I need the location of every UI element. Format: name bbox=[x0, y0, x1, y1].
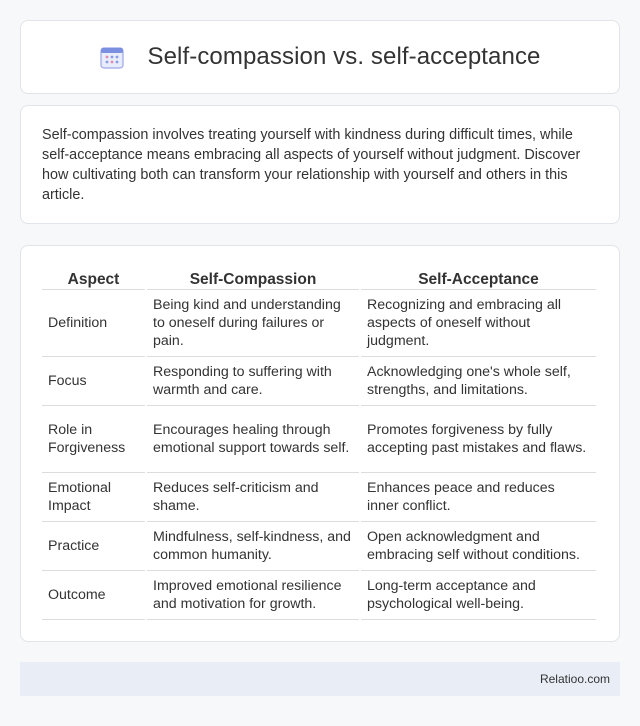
page-title: Self-compassion vs. self-acceptance bbox=[147, 43, 541, 70]
comparison-table-card bbox=[20, 245, 620, 642]
row-self-compassion: Mindfulness, self-kindness, and common humanity. bbox=[147, 522, 359, 571]
footer bbox=[20, 662, 620, 696]
row-aspect: Practice bbox=[42, 522, 145, 571]
row-aspect: Definition bbox=[42, 290, 145, 357]
row-self-acceptance: Open acknowledgment and embracing self without conditions. bbox=[361, 522, 596, 571]
table-row bbox=[42, 290, 596, 357]
row-self-compassion: Improved emotional resilience and motivation for growth. bbox=[147, 571, 359, 620]
row-self-acceptance: Acknowledging one's whole self, strengths, and limitations. bbox=[361, 357, 596, 406]
header-aspect: Aspect bbox=[42, 266, 145, 290]
header-self-acceptance: Self-Acceptance bbox=[361, 266, 596, 290]
table-row bbox=[42, 473, 596, 522]
row-self-compassion: Responding to suffering with warmth and care. bbox=[147, 357, 359, 406]
intro-card bbox=[20, 105, 620, 224]
table-header-row bbox=[42, 266, 596, 290]
row-self-compassion: Being kind and understanding to oneself during failures or pain. bbox=[147, 290, 359, 357]
table-row bbox=[42, 357, 596, 406]
intro-text: Self-compassion involves treating yourself with kindness during difficult times, while self-acceptance means embracing all aspects of yourself without judgment. Discover how cultivating both can transform your relationship with yourself and others in this article. bbox=[42, 127, 581, 203]
row-aspect: Focus bbox=[42, 357, 145, 406]
row-self-acceptance: Long-term acceptance and psychological well-being. bbox=[361, 571, 596, 620]
row-self-compassion: Reduces self-criticism and shame. bbox=[147, 473, 359, 522]
row-aspect: Emotional Impact bbox=[42, 473, 145, 522]
calendar-icon bbox=[99, 44, 125, 70]
table-row bbox=[42, 522, 596, 571]
row-aspect: Role in Forgiveness bbox=[42, 406, 145, 473]
footer-brand: Relatioo.com bbox=[539, 672, 610, 686]
comparison-table bbox=[40, 266, 598, 620]
row-self-compassion: Encourages healing through emotional support towards self. bbox=[147, 406, 359, 473]
row-self-acceptance: Recognizing and embracing all aspects of oneself without judgment. bbox=[361, 290, 596, 357]
row-self-acceptance: Promotes forgiveness by fully accepting past mistakes and flaws. bbox=[361, 406, 596, 473]
row-aspect: Outcome bbox=[42, 571, 145, 620]
row-self-acceptance: Enhances peace and reduces inner conflict. bbox=[361, 473, 596, 522]
header-self-compassion: Self-Compassion bbox=[147, 266, 359, 290]
table-row bbox=[42, 406, 596, 473]
table-row bbox=[42, 571, 596, 620]
header-card bbox=[20, 20, 620, 94]
